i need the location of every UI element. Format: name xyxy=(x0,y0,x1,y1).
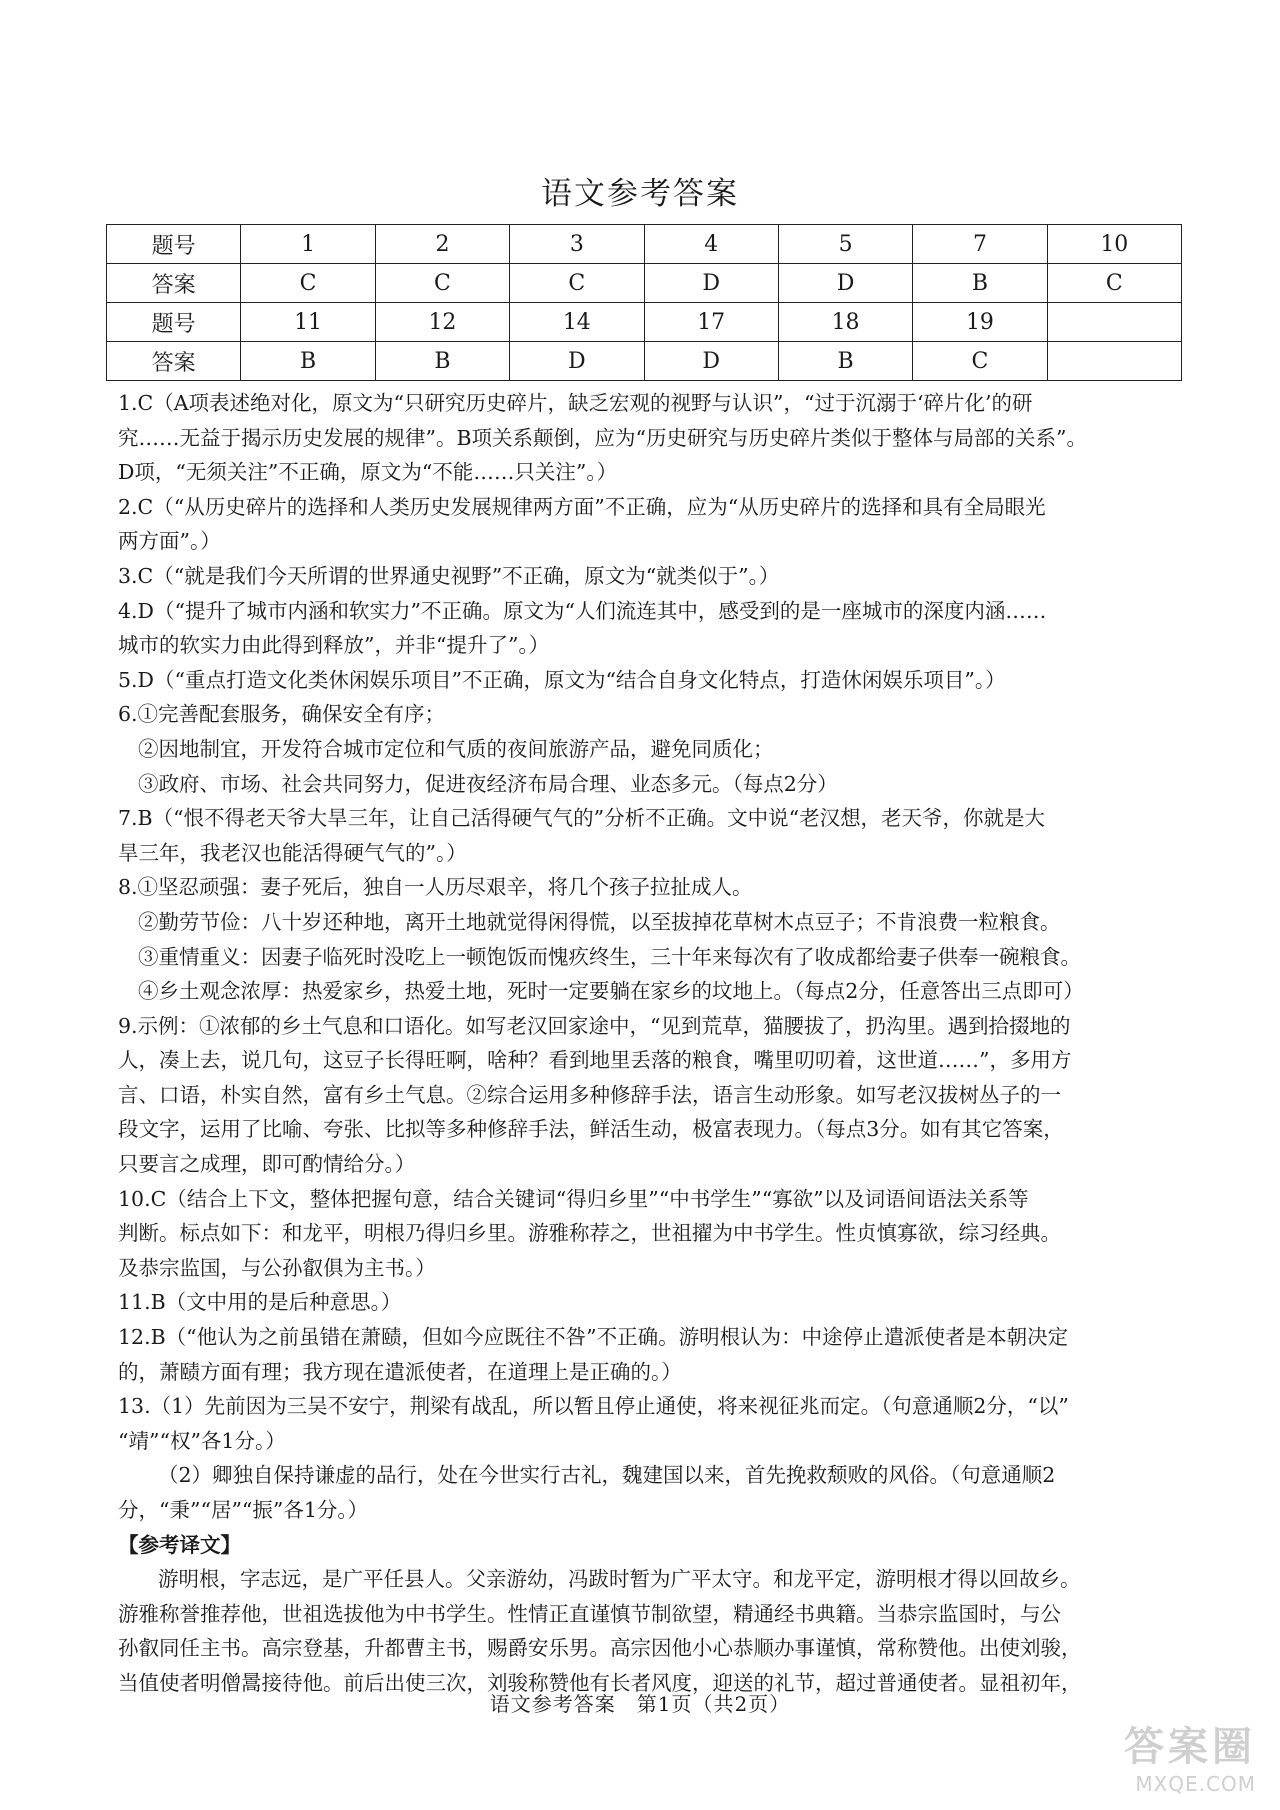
text-line: 两方面”。） xyxy=(118,529,221,554)
text-line: 8.①坚忍顽强：妻子死后，独自一人历尽艰辛，将几个孩子拉扯成人。 xyxy=(118,875,753,900)
answer-table-cell: D xyxy=(778,264,912,303)
answer-table-row xyxy=(107,303,1182,342)
answer-table-cell: C xyxy=(1047,264,1181,303)
answer-table-row-header: 题号 xyxy=(107,303,241,342)
answer-table-row-header: 答案 xyxy=(107,264,241,303)
answer-table-row xyxy=(107,342,1182,381)
text-line: 人，凑上去，说几句，这豆子长得旺啊，啥种？看到地里丢落的粮食，嘴里叨叨着，这世道……”，多用方 xyxy=(118,1048,1072,1073)
text-line: 11.B（文中用的是后种意思。） xyxy=(118,1290,402,1315)
answer-table-cell: 3 xyxy=(510,225,644,264)
text-line: 1.C（A项表述绝对化，原文为“只研究历史碎片，缺乏宏观的视野与认识”，“过于沉溺于‘碎片化’的研 xyxy=(118,391,1033,415)
answer-table-cell: 4 xyxy=(644,225,778,264)
answer-table xyxy=(106,224,1182,381)
answer-table-row-header: 答案 xyxy=(107,342,241,381)
corner-watermark-logo xyxy=(1124,1715,1256,1796)
answer-table-cell: 5 xyxy=(778,225,912,264)
text-line: 的，萧赜方面有理；我方现在遣派使者，在道理上是正确的。） xyxy=(118,1359,682,1384)
text-line: 游雅称誉推荐他，世祖选拔他为中书学生。性情正直谨慎节制欲望，精通经书典籍。当恭宗监国时，与公 xyxy=(118,1601,1061,1626)
answer-table-row xyxy=(107,264,1182,303)
watermark-logo-url: MXQE.COM xyxy=(1135,1772,1256,1796)
answer-table-cell: D xyxy=(644,342,778,381)
page-title: 语文参考答案 xyxy=(541,176,739,212)
text-line: 旱三年，我老汉也能活得硬气气的”。） xyxy=(118,840,467,865)
text-line: 游明根，字志远，是广平任县人。父亲游幼，冯跋时暂为广平太守。和龙平定，游明根才得以回故乡。 xyxy=(158,1567,1081,1592)
text-line: ②勤劳节俭：八十岁还种地，离开土地就觉得闲得慌，以至拔掉花草树木点豆子；不肯浪费一粒粮食。 xyxy=(138,909,1061,934)
text-line: 9.示例：①浓郁的乡土气息和口语化。如写老汉回家途中，“见到荒草，猫腰拔了，扔沟里。遇到拾掇地的 xyxy=(118,1013,1071,1038)
text-line: 只要言之成理，即可酌情给分。） xyxy=(118,1152,416,1177)
answer-table-cell: 14 xyxy=(510,303,644,342)
text-line: 当值使者明僧暠接待他。前后出使三次，刘骏称赞他有长者风度，迎送的礼节，超过普通使者。显祖初年， xyxy=(118,1670,1082,1695)
text-line: “靖”“权”各1分。） xyxy=(118,1428,286,1453)
answer-table-cell: 19 xyxy=(913,303,1047,342)
answer-table-row-header: 题号 xyxy=(107,225,241,264)
text-line: 判断。标点如下：和龙平，明根乃得归乡里。游雅称荐之，世祖擢为中书学生。性贞慎寡欲，综习经典。 xyxy=(118,1221,1061,1246)
answer-table-cell: 17 xyxy=(644,303,778,342)
answer-table-cell: D xyxy=(510,342,644,381)
answer-explanations xyxy=(118,386,1178,1701)
text-line: 分，“秉”“居”“振”各1分。） xyxy=(118,1498,369,1522)
answer-table-cell: C xyxy=(913,342,1047,381)
answer-table-cell: 2 xyxy=(375,225,509,264)
text-line: 2.C（“从历史碎片的选择和人类历史发展规律两方面”不正确，应为“从历史碎片的选择和具有全局眼光 xyxy=(118,494,1046,519)
answer-table-cell: C xyxy=(510,264,644,303)
answer-table-cell: 11 xyxy=(241,303,375,342)
answer-table-cell: B xyxy=(375,342,509,381)
answer-table-cell: B xyxy=(241,342,375,381)
section-heading: 【参考译文】 xyxy=(118,1532,241,1557)
answer-table-cell: D xyxy=(644,264,778,303)
text-line: ③重情重义：因妻子临死时没吃上一顿饱饭而愧疚终生，三十年来每次有了收成都给妻子供奉一碗粮食。 xyxy=(138,944,1081,969)
text-line: 段文字，运用了比喻、夸张、比拟等多种修辞手法，鲜活生动，极富表现力。（每点3分。如有其它答案， xyxy=(118,1117,1064,1142)
answer-table-cell: 18 xyxy=(778,303,912,342)
answer-table-cell: B xyxy=(913,264,1047,303)
answer-table-cell: C xyxy=(241,264,375,303)
text-line: 3.C（“就是我们今天所谓的世界通史视野”不正确，原文为“就类似于”。） xyxy=(118,563,780,588)
answer-table-cell xyxy=(1047,303,1181,342)
text-line: 究……无益于揭示历史发展的规律”。B项关系颠倒，应为“历史研究与历史碎片类似于整体与局部的关系”。 xyxy=(118,425,1088,450)
answer-table-cell: 7 xyxy=(913,225,1047,264)
text-line: 5.D（“重点打造文化类休闲娱乐项目”不正确，原文为“结合自身文化特点，打造休闲娱乐项目”。） xyxy=(118,667,1006,692)
text-line: 12.B（“他认为之前虽错在萧赜，但如今应既往不咎”不正确。游明根认为：中途停止遣派使者是本朝决定 xyxy=(118,1325,1069,1350)
text-line: 城市的软实力由此得到释放”，并非“提升了”。） xyxy=(118,633,550,658)
text-line: 及恭宗监国，与公孙叡俱为主书。） xyxy=(118,1255,436,1280)
text-line: 孙叡同任主书。高宗登基，升都曹主书，赐爵安乐男。高宗因他小心恭顺办事谨慎，常称赞他。出使刘骏， xyxy=(118,1636,1082,1661)
text-line: 10.C（结合上下文，整体把握句意，结合关键词“得归乡里”“中书学生”“寡欲”以及词语间语法关系等 xyxy=(118,1186,1029,1211)
text-line: ③政府、市场、社会共同努力，促进夜经济布局合理、业态多元。（每点2分） xyxy=(138,771,838,796)
answer-table-cell: 10 xyxy=(1047,225,1181,264)
text-line: 言、口语，朴实自然，富有乡土气息。②综合运用多种修辞手法，语言生动形象。如写老汉拔树丛子的一 xyxy=(118,1082,1061,1107)
answer-table-cell xyxy=(1047,342,1181,381)
watermark-logo-text: 答案圈 xyxy=(1124,1724,1256,1770)
text-line: 4.D（“提升了城市内涵和软实力”不正确。原文为“人们流连其中，感受到的是一座城市的深度内涵…… xyxy=(118,598,1047,623)
answer-table-row xyxy=(107,225,1182,264)
answer-table-cell: B xyxy=(778,342,912,381)
text-line: D项，“无须关注”不正确，原文为“不能……只关注”。） xyxy=(118,460,618,485)
text-line: 13.（1）先前因为三吴不安宁，荆梁有战乱，所以暂且停止通使，将来视征兆而定。（句意通顺2分，“以” xyxy=(118,1394,1069,1419)
text-line: ④乡土观念浓厚：热爱家乡，热爱土地，死时一定要躺在家乡的坟地上。（每点2分，任意答出三点即可） xyxy=(138,979,1084,1004)
text-line: 7.B（“恨不得老天爷大旱三年，让自己活得硬气气的”分析不正确。文中说“老汉想，老天爷，你就是大 xyxy=(118,806,1046,831)
answer-table-cell: 12 xyxy=(375,303,509,342)
text-line: ②因地制宜，开发符合城市定位和气质的夜间旅游产品，避免同质化； xyxy=(138,736,774,761)
page-footer: 语文参考答案 第1页（共2页） xyxy=(489,1692,791,1716)
answer-table-cell: C xyxy=(375,264,509,303)
text-line: 6.①完善配套服务，确保安全有序； xyxy=(118,702,446,727)
answer-table-cell: 1 xyxy=(241,225,375,264)
text-line: （2）卿独自保持谦虚的品行，处在今世实行古礼，魏建国以来，首先挽救颓败的风俗。（句意通顺2 xyxy=(158,1463,1056,1488)
